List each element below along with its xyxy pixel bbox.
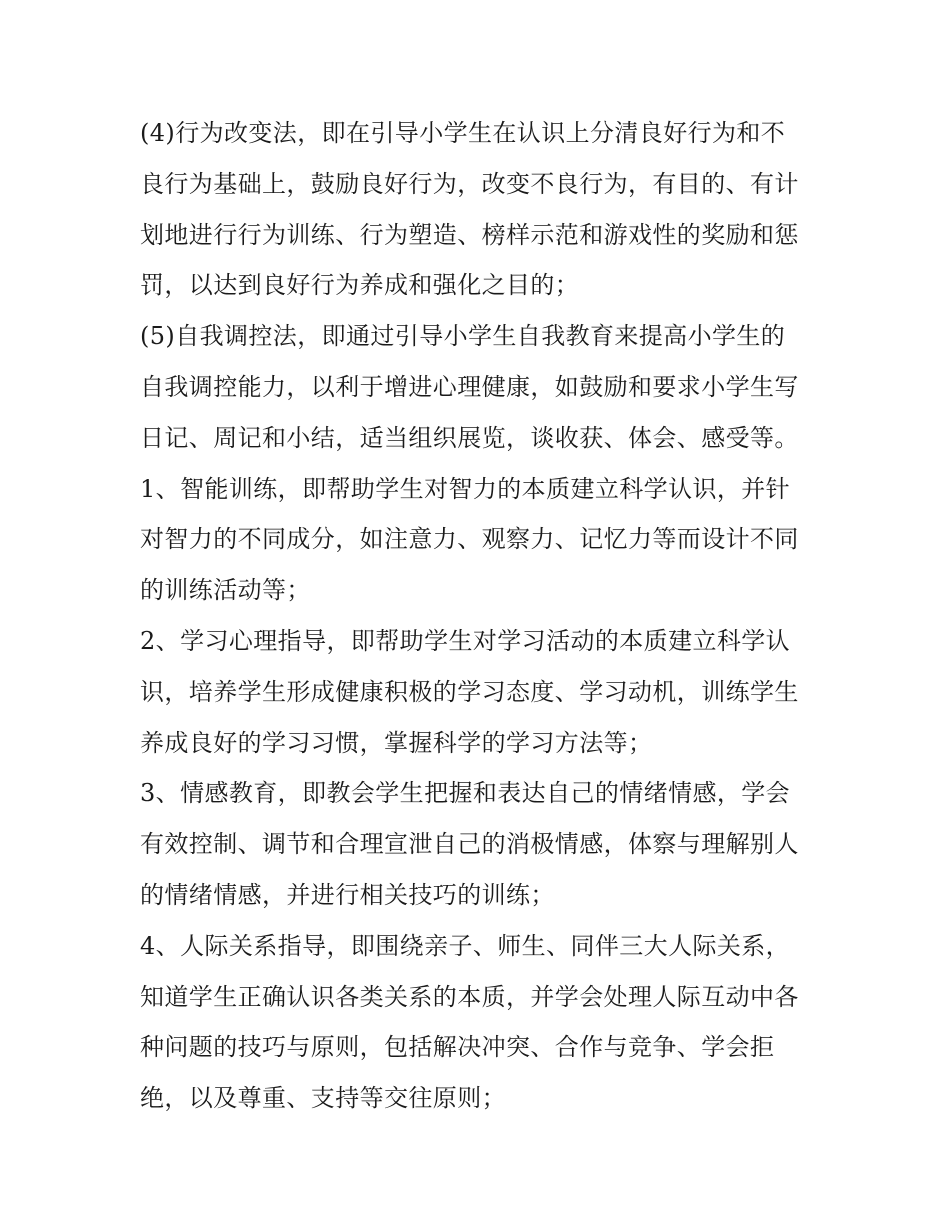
text-line: 对智力的不同成分，如注意力、观察力、记忆力等而设计不同 [140,525,799,554]
text-line: 自我调控能力，以利于增进心理健康，如鼓励和要求小学生写 [140,372,799,401]
text-line: 绝，以及尊重、支持等交往原则； [140,1084,506,1113]
text-line: 2、学习心理指导，即帮助学生对学习活动的本质建立科学认 [140,626,791,655]
text-line: 知道学生正确认识各类关系的本质，并学会处理人际互动中各 [140,982,799,1011]
document-body [140,108,820,1124]
text-line: 4、人际关系指导，即围绕亲子、师生、同伴三大人际关系， [140,931,791,960]
text-line: 养成良好的学习习惯，掌握科学的学习方法等； [140,728,653,757]
text-line: 种问题的技巧与原则，包括解决冲突、合作与竞争、学会拒 [140,1033,775,1062]
text-line: 1、智能训练，即帮助学生对智力的本质建立科学认识，并针 [140,474,791,503]
text-line: 日记、周记和小结，适当组织展览，谈收获、体会、感受等。 [140,423,799,452]
text-line: 罚，以达到良好行为养成和强化之目的； [140,271,580,300]
text-line: (5)自我调控法，即通过引导小学生自我教育来提高小学生的 [140,322,786,351]
text-line: 划地进行行为训练、行为塑造、榜样示范和游戏性的奖励和惩 [140,220,799,249]
text-line: 识，培养学生形成健康积极的学习态度、学习动机，训练学生 [140,677,799,706]
text-line: 3、情感教育，即教会学生把握和表达自己的情绪情感，学会 [140,779,791,808]
text-line: (4)行为改变法，即在引导小学生在认识上分清良好行为和不 [140,119,786,147]
text-line: 良行为基础上，鼓励良好行为，改变不良行为，有目的、有计 [140,169,799,198]
text-line: 的情绪情感，并进行相关技巧的训练； [140,880,555,909]
text-line: 的训练活动等； [140,576,311,605]
text-line: 有效控制、调节和合理宣泄自己的消极情感，体察与理解别人 [140,830,799,859]
